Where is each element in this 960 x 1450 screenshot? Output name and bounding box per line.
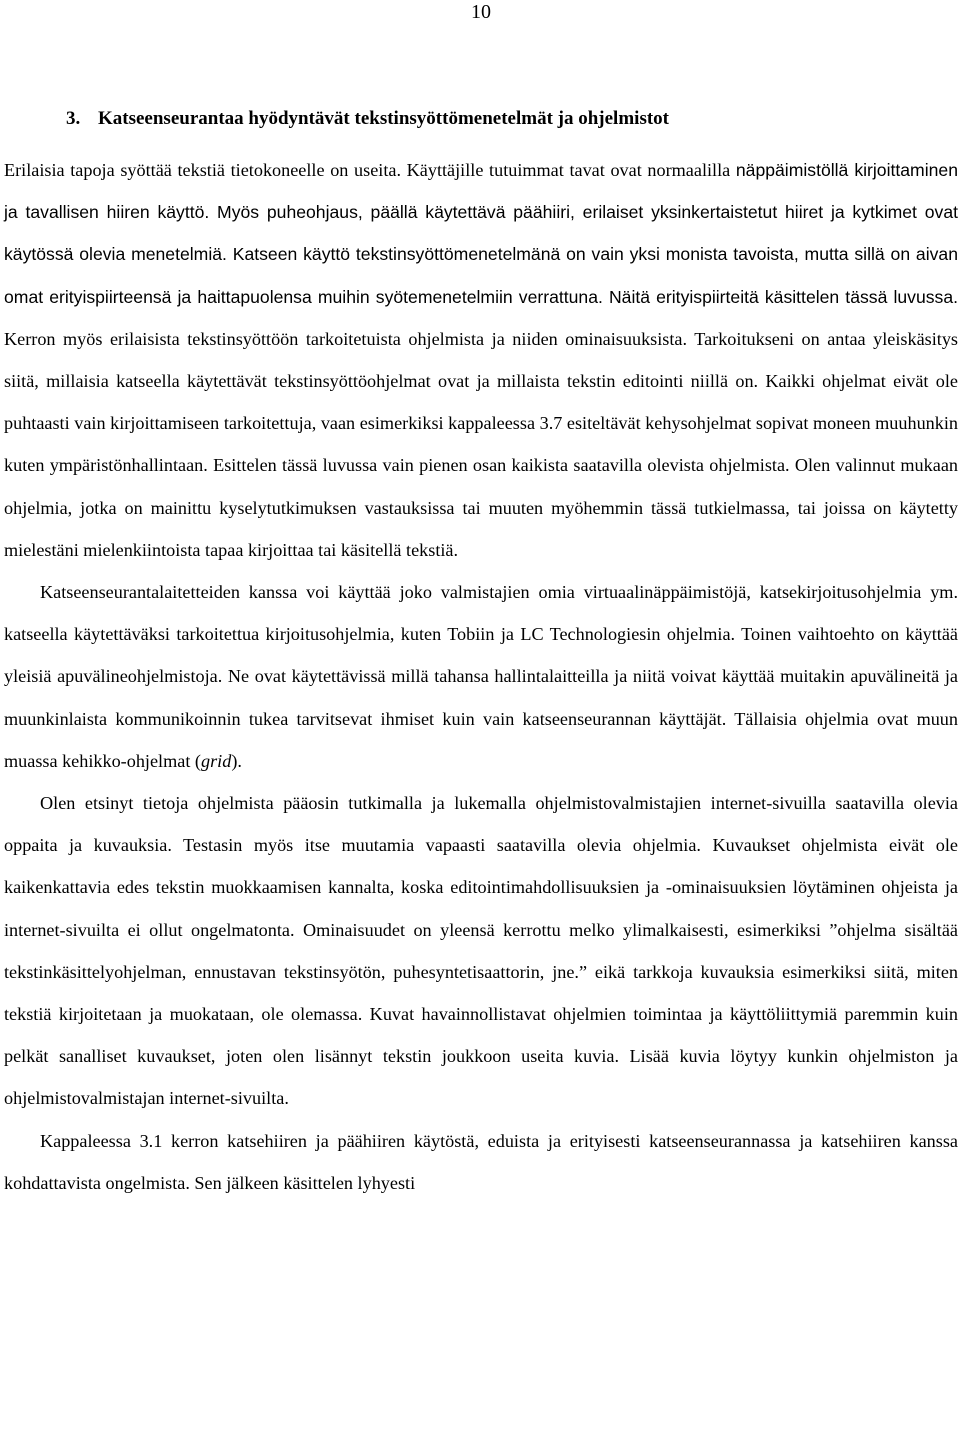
text-segment: Olen etsinyt tietoja ohjelmista pääosin tutkimalla ja lukemalla ohjelmistovalmistajien internet-sivuilla saatavilla olevia oppaita ja kuvauksia. Testasin myös itse muutamia vapaasti saatavilla olevia ohjelmia. Kuvaukset ohjelmista eivät ole kaikenkattavia edes tekstin muokkaamisen kannalta, koska editointimahdollisuuksien ja -ominaisuuksien löytäminen ohjeista ja internet-sivuilta ei ollut ongelmatonta. Ominaisuudet on yleensä kerrottu melko ylimalkaisesti, esimerkiksi ”ohjelma sisältää tekstinkäsittelyohjelman, ennustavan tekstinsyötön, puhesyntetisaattorin, jne.” eikä tarkkoja kuvauksia esimerkiksi siitä, miten tekstiä kirjoitetaan ja muokataan, ole olemassa. Kuvat havainnollistavat ohjelmien toimintaa ja käyttöliittymiä paremmin kuin pelkät sanalliset kuvaukset, joten olen lisännyt tekstin joukkoon useita kuvia. Lisää kuvia löytyy kunkin ohjelmiston ja ohjelmistovalmistajan internet-sivuilta. bbox=[4, 793, 958, 1109]
page-number: 10 bbox=[471, 1, 491, 23]
chapter-title: Katseenseurantaa hyödyntävät tekstinsyöttömenetelmät ja ohjelmistot bbox=[98, 108, 669, 129]
chapter-heading bbox=[66, 107, 669, 131]
text-segment: Kappaleessa 3.1 kerron katsehiiren ja päähiiren käytöstä, eduista ja erityisesti katseenseurannassa ja katsehiiren kanssa kohdattavista ongelmista. Sen jälkeen käsittelen lyhyesti bbox=[4, 1130, 958, 1193]
text-segment: Katseenseurantalaitetteiden kanssa voi käyttää joko valmistajien omia virtuaalinäppäimistöjä, katsekirjoitusohjelmia ym. katseella käytettäväksi tarkoitettua kirjoitusohjelmia, kuten Tobiin ja LC Technologiesin ohjelmia. Toinen vaihtoehto on käyttää yleisiä apuvälineohjelmistoja. Ne ovat käytettävissä millä tahansa hallintalaitteilla ja niitä voivat käyttää muitakin apuvälineitä ja muunkinlaista kommunikoinnin tukea tarvitsevat ihmiset kuin vain katseenseurannan käyttäjät. Tällaisia ohjelmia ovat muun muassa kehikko-ohjelmat ( bbox=[4, 582, 958, 771]
paragraph bbox=[4, 149, 958, 571]
body-text bbox=[4, 149, 958, 1204]
italic-term: grid bbox=[200, 750, 232, 771]
text-segment: Erilaisia tapoja syöttää tekstiä tietokoneelle on useita. Käyttäjille tutuimmat tavat ovat normaalilla bbox=[4, 160, 736, 180]
chapter-number: 3. bbox=[66, 108, 81, 129]
text-segment: näppäimistöllä kirjoittaminen ja tavallisen hiiren käyttö. Myös puheohjaus, päällä käytettävä päähiiri, erilaiset yksinkertaistetut hiiret ja kytkimet ovat käytössä olevia menetelmiä. Katseen käyttö tekstinsyöttömenetelmänä on vain yksi monista tavoista, mutta sillä on aivan omat erityispiirteensä ja haittapuolensa muihin syötemenetelmiin verrattuna. Näitä erityispiirteitä käsittelen tässä luvussa. bbox=[4, 160, 958, 307]
paragraph bbox=[4, 782, 958, 1120]
text-segment: Kerron myös erilaisista tekstinsyöttöön tarkoitetuista ohjelmista ja niiden ominaisuuksista. Tarkoitukseni on antaa yleiskäsitys siitä, millaisia katseella käytettävät tekstinsyöttöohjelmat ovat ja millaista tekstin editointi niillä on. Kaikki ohjelmat eivät ole puhtaasti vain kirjoittamiseen tarkoitettuja, vaan esimerkiksi kappaleessa 3.7 esiteltävät kehysohjelmat sopivat moneen muuhunkin kuten ympäristönhallintaan. Esittelen tässä luvussa vain pienen osan kaikista saatavilla olevista ohjelmista. Olen valinnut mukaan ohjelmia, jotka on mainittu kyselytutkimuksen vastauksissa tai muuten myöhemmin tässä tutkielmassa, tai joissa on käytetty mielestäni mielenkiintoista tapaa kirjoittaa tai käsitellä tekstiä. bbox=[4, 328, 958, 560]
paragraph bbox=[4, 1120, 958, 1204]
document-page bbox=[4, 0, 958, 1450]
paragraph bbox=[4, 571, 958, 782]
text-segment: ). bbox=[231, 750, 242, 771]
